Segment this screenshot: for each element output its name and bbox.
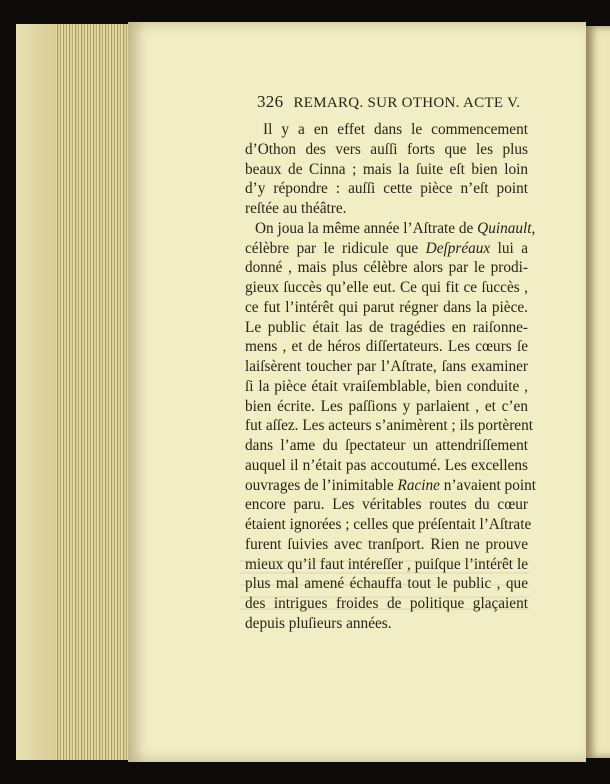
text-line <box>245 495 528 515</box>
text-line <box>245 476 536 496</box>
italic-name: Deſpréaux <box>425 239 491 257</box>
text-line <box>245 199 528 219</box>
text-segment: n’avaient point <box>439 476 536 494</box>
text-line <box>245 535 528 555</box>
italic-name: Quinault <box>477 219 532 237</box>
text-segment: On joua la même année l’Aſtrate de <box>255 219 478 237</box>
text-line <box>245 239 528 259</box>
text-line <box>245 278 528 298</box>
text-line <box>245 555 528 575</box>
text-line <box>245 179 528 199</box>
text-line <box>245 416 533 436</box>
text-segment: ouvrages de l’inimitable <box>245 476 398 494</box>
text-line <box>245 377 528 397</box>
text-segment: d’Othon des vers auſſi forts que les plus <box>245 140 528 158</box>
text-line <box>245 456 528 476</box>
text-segment: mens , et de héros diſſertateurs. Les cœurs ſe <box>245 338 528 356</box>
text-segment: auquel il n’était pas accoutumé. Les excellens <box>245 456 528 474</box>
facing-page-edge <box>586 26 610 758</box>
text-segment: Le public était las de tragédies en raiſonne- <box>245 318 528 336</box>
text-segment: lui a <box>490 239 528 257</box>
running-header <box>257 92 532 112</box>
text-segment: bien écrite. Les paſſions y parlaient , et c’en <box>245 397 528 415</box>
text-segment: ce fut l’intérêt qui parut régner dans la pièce. <box>245 298 528 316</box>
text-segment: reſtée au théâtre. <box>245 200 347 217</box>
text-segment: furent ſuivies avec tranſport. Rien ne prouve <box>245 535 528 553</box>
text-line <box>245 397 528 417</box>
text-segment: célèbre par le ridicule que <box>245 239 426 257</box>
text-segment: donné , mais plus célèbre alors par le prodi- <box>245 259 528 277</box>
text-line <box>245 594 528 614</box>
text-line <box>245 436 528 456</box>
text-line <box>245 120 528 140</box>
text-segment: dans l’ame du ſpectateur un attendriſſement <box>245 437 528 454</box>
text-line <box>245 160 528 180</box>
text-segment: plus mal amené échauffa tout le public , que <box>245 575 528 593</box>
text-segment: depuis pluſieurs années. <box>245 614 392 632</box>
text-segment: d’y répondre : auſſi cette pièce n’eſt point <box>245 180 528 198</box>
text-line <box>245 140 528 160</box>
text-segment: encore paru. Les véritables routes du cœur <box>245 496 528 514</box>
text-segment: Il y a en effet dans le commencement <box>263 121 528 138</box>
text-line <box>245 258 528 278</box>
text-line <box>245 574 528 594</box>
running-title: REMARQ. SUR OTHON. ACTE V. <box>293 95 521 111</box>
text-line <box>245 298 528 318</box>
text-line <box>245 219 536 239</box>
text-segment: gieux ſuccès qu’elle eut. Ce qui fit ce ſuccès , <box>245 279 528 296</box>
text-segment: fut aſſez. Les acteurs s’animèrent ; ils portèrent <box>245 417 533 435</box>
text-segment: ſi la pièce était vraiſemblable, bien conduite , <box>245 377 528 395</box>
text-segment: des intrigues froides de politique glaçaient <box>245 595 528 612</box>
text-segment: mieux qu’il faut intéreſſer , puiſque l’intérêt le <box>245 555 528 573</box>
text-line <box>245 515 532 535</box>
text-segment: , <box>531 219 536 237</box>
page-number: 326 <box>257 92 284 111</box>
text-segment: beaux de Cinna ; mais la ſuite eſt bien loin <box>245 160 528 178</box>
book-page-edges <box>16 24 134 760</box>
body-text <box>245 120 536 634</box>
text-segment: étaient ignorées ; celles que préſentait l’Aſtrate <box>245 516 532 533</box>
italic-name: Racine <box>397 476 440 494</box>
text-line <box>245 318 528 338</box>
text-line <box>245 614 528 634</box>
text-line <box>245 337 528 357</box>
text-line <box>245 357 528 377</box>
text-segment: laiſsèrent toucher par l’Aſtrate, ſans examiner <box>245 358 528 375</box>
